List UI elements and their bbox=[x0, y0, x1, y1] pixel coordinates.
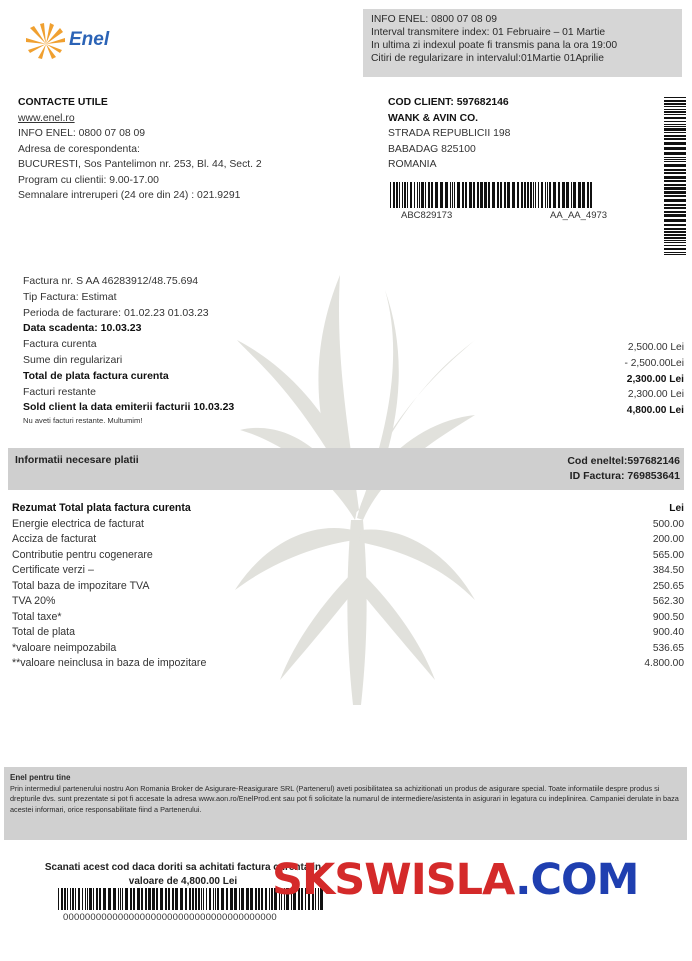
barcode-bar bbox=[431, 182, 433, 208]
address-label: Adresa de corespondenta: bbox=[18, 143, 140, 155]
barcode-bar bbox=[664, 242, 686, 243]
summary-row-label: Total de plata bbox=[12, 626, 76, 638]
barcode-bar bbox=[96, 888, 98, 910]
info-line: In ultima zi indexul poate fi transmis pana la ora 19:00 bbox=[371, 40, 618, 51]
info-line: Citiri de regularizare in intervalul:01Martie 01Aprilie bbox=[371, 53, 604, 64]
barcode-bar bbox=[578, 182, 581, 208]
invoice-row-label: Factura curenta bbox=[23, 338, 97, 351]
barcode-bar bbox=[457, 182, 460, 208]
barcode-bar bbox=[530, 182, 532, 208]
barcode-bar bbox=[67, 888, 68, 910]
invoice-id: ID Factura: 769853641 bbox=[569, 470, 680, 482]
barcode-left-label: ABC829173 bbox=[401, 210, 453, 221]
summary-labels bbox=[12, 501, 206, 672]
barcode-bar bbox=[93, 888, 94, 910]
barcode-bar bbox=[664, 132, 686, 133]
barcode-bar bbox=[85, 888, 86, 910]
summary-row-label: Energie electrica de facturat bbox=[12, 517, 144, 530]
barcode-bar bbox=[217, 888, 219, 910]
barcode-bar bbox=[664, 187, 686, 190]
contacts-info: INFO ENEL: 0800 07 08 09 bbox=[18, 128, 146, 139]
barcode-bar bbox=[130, 888, 132, 910]
barcode-bar bbox=[396, 182, 398, 208]
barcode-bar bbox=[137, 888, 140, 910]
barcode-bar bbox=[108, 888, 111, 910]
barcode-bar bbox=[118, 888, 119, 910]
payment-barcode-number: 000000000000000000000000000000000000000 bbox=[63, 912, 277, 923]
barcode-bar bbox=[417, 182, 418, 208]
invoice-row-amount: 2,300.00 Lei bbox=[626, 373, 684, 385]
barcode-bar bbox=[64, 888, 66, 910]
barcode-bar bbox=[664, 135, 686, 137]
barcode-bar bbox=[664, 159, 686, 160]
barcode-bar bbox=[122, 888, 123, 910]
outage-line: Semnalare intreruperi (24 ore din 24) : 021.9291 bbox=[18, 190, 241, 201]
barcode-bar bbox=[120, 888, 121, 910]
barcode-bar bbox=[215, 888, 216, 910]
barcode-bar bbox=[465, 182, 467, 208]
client-code: COD CLIENT: 597682146 bbox=[388, 97, 509, 108]
enel-flower-icon bbox=[24, 22, 68, 62]
barcode-bar bbox=[425, 182, 426, 208]
barcode-bar bbox=[246, 888, 249, 910]
insurance-text: Prin intermediul partenerului nostru Aon Romania Broker de Asigurare-Reasigurare SRL (Partenerul) aveti posibilitatea sa achizitionati un produs de asigurare special. Toate informatiile despre produs si drepturile dvs. sunt prezentate si pot fi accesate la adresa www.aon.ro/EnelProd.ent sau pot fi solicitate la numarul de intermediere/asistenta in asigurari in legatura cu indeplinirea. Campaniei derulate in baza acestei informari, orice responsabilitate fiind a Partenerului. bbox=[10, 783, 679, 814]
barcode-bar bbox=[402, 182, 403, 208]
barcode-bar bbox=[664, 228, 686, 230]
barcode-bar bbox=[393, 182, 395, 208]
barcode-bar bbox=[241, 888, 244, 910]
barcode-bar bbox=[664, 219, 686, 222]
barcode-bar bbox=[258, 888, 260, 910]
barcode-bar bbox=[664, 111, 686, 113]
client-name: WANK & AVIN CO. bbox=[388, 112, 479, 124]
barcode-bar bbox=[527, 182, 529, 208]
barcode-bar bbox=[404, 182, 406, 208]
invoice-number: Factura nr. S AA 46283912/48.75.694 bbox=[23, 275, 199, 287]
barcode-bar bbox=[664, 172, 686, 174]
info-line: Interval transmitere index: 01 Februaire – 01 Martie bbox=[371, 27, 606, 38]
barcode-bar bbox=[664, 109, 686, 110]
barcode-bar bbox=[664, 157, 686, 158]
barcode-bar bbox=[524, 182, 526, 208]
summary-row-value: 900.50 bbox=[652, 611, 684, 623]
barcode-bar bbox=[440, 182, 443, 208]
enel-logo bbox=[24, 22, 120, 62]
watermark-part-2: .COM bbox=[515, 855, 639, 905]
barcode-bar bbox=[541, 182, 543, 208]
barcode-bar bbox=[664, 106, 686, 107]
scan-line-2: valoare de 4,800.00 Lei bbox=[128, 876, 238, 887]
barcode-bar bbox=[512, 182, 515, 208]
invoice-row-label: Sume din regularizari bbox=[23, 353, 123, 366]
barcode-bar bbox=[72, 888, 74, 910]
eneltel-code: Cod eneltel:597682146 bbox=[567, 455, 680, 467]
client-block bbox=[388, 95, 510, 173]
summary-row-value: 562.30 bbox=[652, 596, 684, 607]
barcode-bar bbox=[492, 182, 495, 208]
invoice-row-amount: 2,300.00 Lei bbox=[627, 389, 684, 401]
invoice-row-amount: 4,800.00 Lei bbox=[626, 405, 684, 417]
barcode-bar bbox=[504, 182, 506, 208]
barcode-bar bbox=[221, 888, 224, 910]
barcode-bar bbox=[206, 888, 207, 910]
barcode-bar bbox=[250, 888, 253, 910]
barcode-bar bbox=[664, 161, 686, 162]
barcode-bar bbox=[664, 169, 686, 171]
address: BUCURESTI, Sos Pantelimon nr. 253, Bl. 44, Sect. 2 bbox=[18, 159, 262, 170]
barcode-bar bbox=[500, 182, 502, 208]
payment-info-title: Informatii necesare platii bbox=[15, 454, 139, 466]
barcode-bar bbox=[160, 888, 163, 910]
site-watermark bbox=[272, 855, 638, 905]
barcode-bar bbox=[58, 888, 59, 910]
summary-row-value: 900.40 bbox=[652, 627, 684, 638]
barcode-bar bbox=[234, 888, 237, 910]
barcode-bar bbox=[573, 182, 576, 208]
barcode-bar bbox=[203, 888, 204, 910]
barcode-bar bbox=[587, 182, 589, 208]
barcode-bar bbox=[545, 182, 546, 208]
barcode-bar bbox=[452, 182, 453, 208]
barcode-bar bbox=[198, 888, 200, 910]
barcode-bar bbox=[664, 234, 686, 236]
barcode-bar bbox=[664, 254, 686, 255]
barcode-bar bbox=[664, 248, 686, 250]
info-line: INFO ENEL: 0800 07 08 09 bbox=[371, 14, 497, 25]
due-date: Data scadenta: 10.03.23 bbox=[23, 322, 142, 335]
invoice-note: Nu aveti facturi restante. Multumim! bbox=[23, 416, 143, 426]
barcode-bar bbox=[664, 103, 686, 105]
barcode-bar bbox=[582, 182, 585, 208]
enel-logo-text: Enel bbox=[69, 29, 110, 50]
barcode-bar bbox=[664, 138, 686, 140]
barcode-bar bbox=[185, 888, 187, 910]
barcode-bar bbox=[390, 182, 391, 208]
barcode-bar bbox=[664, 195, 686, 197]
invoice-row-amount: - 2,500.00Lei bbox=[624, 357, 684, 369]
summary-currency: Lei bbox=[669, 503, 684, 514]
barcode-bar bbox=[549, 182, 551, 208]
barcode-bar bbox=[99, 888, 101, 910]
invoice-type: Tip Factura: Estimat bbox=[23, 290, 117, 303]
barcode-bar bbox=[571, 182, 572, 208]
invoice-row-label: Total de plata factura curenta bbox=[23, 369, 169, 382]
barcode-bar bbox=[497, 182, 499, 208]
summary-row-value: 250.65 bbox=[652, 580, 684, 592]
barcode-bar bbox=[664, 128, 686, 131]
barcode-bar bbox=[414, 182, 415, 208]
barcode-bar bbox=[664, 164, 686, 167]
barcode-bar bbox=[113, 888, 116, 910]
contacts-block bbox=[18, 95, 262, 204]
barcode-bar bbox=[562, 182, 565, 208]
payment-ids bbox=[567, 454, 680, 484]
invoice-period: Perioda de facturare: 01.02.23 01.03.23 bbox=[23, 306, 209, 319]
barcode-bar bbox=[201, 888, 202, 910]
barcode-bar bbox=[664, 114, 686, 115]
summary-row-value: 500.00 bbox=[652, 518, 684, 530]
client-barcode bbox=[390, 182, 592, 208]
program-hours: Program cu clientii: 9.00-17.00 bbox=[18, 174, 159, 186]
barcode-bar bbox=[89, 888, 92, 910]
summary-title: Rezumat Total plata factura curenta bbox=[12, 502, 191, 514]
info-box bbox=[363, 9, 682, 77]
barcode-bar bbox=[152, 888, 155, 910]
barcode-bar bbox=[261, 888, 263, 910]
barcode-bar bbox=[566, 182, 569, 208]
invoice-amounts bbox=[625, 340, 684, 419]
barcode-bar bbox=[517, 182, 519, 208]
client-city: BABADAG 825100 bbox=[388, 143, 476, 155]
barcode-bar bbox=[168, 888, 170, 910]
summary-row-value: 536.65 bbox=[652, 642, 684, 654]
contacts-title: CONTACTE UTILE bbox=[18, 97, 108, 108]
barcode-bar bbox=[125, 888, 128, 910]
client-country: ROMANIA bbox=[388, 159, 437, 170]
summary-row-label: Certificate verzi – bbox=[12, 564, 94, 576]
barcode-bar bbox=[590, 182, 592, 208]
barcode-bar bbox=[488, 182, 490, 208]
barcode-bar bbox=[454, 182, 455, 208]
summary-row-label: *valoare neimpozabila bbox=[12, 641, 117, 654]
barcode-bar bbox=[664, 147, 686, 150]
scan-line-1: Scanati acest cod daca doriti sa achitati factura curenta in bbox=[44, 862, 322, 873]
summary-row-value: 565.00 bbox=[652, 549, 684, 561]
barcode-bar bbox=[148, 888, 151, 910]
barcode-bar bbox=[87, 888, 88, 910]
barcode-bar bbox=[664, 252, 686, 253]
invoice-row-label: Sold client la data emiterii facturii 10.03.23 bbox=[23, 401, 235, 414]
website-link[interactable]: www.enel.ro bbox=[18, 112, 75, 124]
barcode-bar bbox=[664, 126, 686, 127]
barcode-bar bbox=[75, 888, 76, 910]
invoice-row-label: Facturi restante bbox=[23, 385, 96, 398]
barcode-bar bbox=[473, 182, 475, 208]
barcode-bar bbox=[195, 888, 197, 910]
barcode-bar bbox=[664, 97, 686, 98]
barcode-bar bbox=[664, 117, 686, 119]
barcode-bar bbox=[156, 888, 158, 910]
barcode-bar bbox=[180, 888, 183, 910]
summary-row-label: Total baza de impozitare TVA bbox=[12, 579, 150, 592]
summary-row-label: **valoare neinclusa in baza de impozitare bbox=[12, 657, 207, 669]
barcode-bar bbox=[664, 231, 686, 233]
barcode-bar bbox=[664, 204, 686, 206]
barcode-bar bbox=[664, 207, 686, 209]
barcode-bar bbox=[410, 182, 412, 208]
barcode-bar bbox=[103, 888, 106, 910]
barcode-bar bbox=[664, 176, 686, 179]
barcode-bar bbox=[192, 888, 194, 910]
barcode-bar bbox=[445, 182, 448, 208]
invoice-row-amount: 2,500.00 Lei bbox=[627, 342, 684, 353]
barcode-bar bbox=[664, 124, 686, 125]
barcode-bar bbox=[538, 182, 539, 208]
barcode-bar bbox=[664, 245, 686, 246]
barcode-bar bbox=[239, 888, 240, 910]
barcode-bar bbox=[435, 182, 438, 208]
barcode-bar bbox=[664, 199, 686, 202]
watermark-part-1: SKSWISLA bbox=[272, 855, 516, 905]
barcode-bar bbox=[145, 888, 147, 910]
barcode-bar bbox=[664, 224, 686, 226]
barcode-bar bbox=[265, 888, 267, 910]
summary-row-value: 384.50 bbox=[652, 565, 684, 576]
barcode-bar bbox=[175, 888, 178, 910]
barcode-bar bbox=[664, 211, 686, 213]
barcode-bar bbox=[484, 182, 487, 208]
summary-row-value: 200.00 bbox=[652, 534, 684, 545]
barcode-bar bbox=[78, 888, 80, 910]
barcode-bar bbox=[226, 888, 228, 910]
insurance-box bbox=[4, 767, 687, 840]
barcode-bar bbox=[507, 182, 510, 208]
barcode-bar bbox=[133, 888, 135, 910]
barcode-bar bbox=[421, 182, 424, 208]
barcode-bar bbox=[553, 182, 556, 208]
barcode-bar bbox=[213, 888, 214, 910]
barcode-bar bbox=[82, 888, 83, 910]
barcode-bar bbox=[664, 237, 686, 239]
barcode-bar bbox=[477, 182, 479, 208]
barcode-bar bbox=[664, 152, 686, 155]
barcode-bar bbox=[480, 182, 483, 208]
barcode-bar bbox=[269, 888, 270, 910]
summary-row-label: Acciza de facturat bbox=[12, 533, 97, 545]
barcode-bar bbox=[70, 888, 71, 910]
barcode-bar bbox=[664, 214, 686, 217]
barcode-bar bbox=[209, 888, 211, 910]
client-street: STRADA REPUBLICII 198 bbox=[388, 128, 511, 139]
barcode-bar bbox=[664, 191, 686, 194]
barcode-bar bbox=[399, 182, 400, 208]
barcode-bar bbox=[407, 182, 408, 208]
barcode-bar bbox=[469, 182, 472, 208]
summary-row-value: 4.800.00 bbox=[644, 658, 684, 669]
barcode-bar bbox=[664, 142, 686, 145]
vertical-barcode bbox=[664, 97, 686, 255]
barcode-bar bbox=[419, 182, 420, 208]
barcode-bar bbox=[428, 182, 430, 208]
barcode-bar bbox=[172, 888, 174, 910]
barcode-bar bbox=[664, 240, 686, 241]
barcode-bar bbox=[664, 180, 686, 182]
invoice-details bbox=[23, 274, 234, 426]
summary-row-label: Total taxe* bbox=[12, 610, 62, 623]
barcode-bar bbox=[521, 182, 523, 208]
barcode-bar bbox=[462, 182, 464, 208]
barcode-bar bbox=[533, 182, 534, 208]
summary-row-label: TVA 20% bbox=[12, 595, 56, 607]
barcode-bar bbox=[165, 888, 167, 910]
barcode-right-label: AA_AA_4973 bbox=[550, 210, 608, 221]
barcode-bar bbox=[664, 100, 686, 102]
insurance-title: Enel pentru tine bbox=[10, 773, 71, 782]
barcode-bar bbox=[664, 184, 686, 186]
barcode-bar bbox=[255, 888, 257, 910]
barcode-bar bbox=[230, 888, 233, 910]
summary-values bbox=[644, 501, 684, 672]
barcode-bar bbox=[664, 121, 686, 122]
barcode-bar bbox=[547, 182, 548, 208]
barcode-bar bbox=[189, 888, 191, 910]
barcode-bar bbox=[141, 888, 143, 910]
barcode-bar bbox=[535, 182, 536, 208]
summary-row-label: Contributie pentru cogenerare bbox=[12, 548, 153, 561]
barcode-bar bbox=[558, 182, 560, 208]
barcode-bar bbox=[61, 888, 63, 910]
barcode-bar bbox=[450, 182, 451, 208]
